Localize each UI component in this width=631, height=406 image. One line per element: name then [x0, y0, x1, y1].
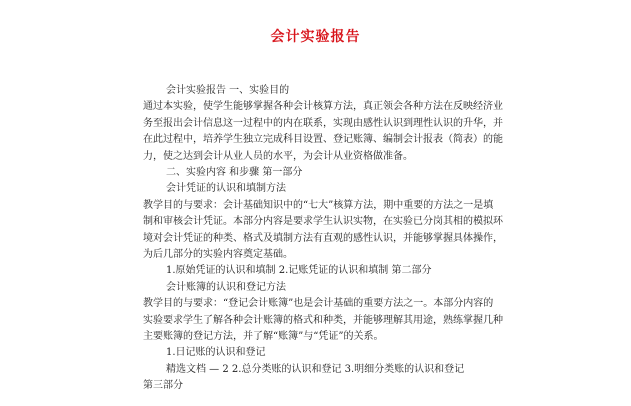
text-line-13: 会计账簿的认识和登记方法 [166, 281, 286, 293]
text-line-7: 会计凭证的认识和填制方法 [166, 183, 286, 195]
document-title: 会计实验报告 [270, 29, 361, 45]
text-line-3: 务至报出会计信息这一过程中的内在联系，实现由感性认识到理性认识的升华，并 [143, 117, 503, 129]
text-line-10: 境对会计凭证的种类、格式及填制方法有直观的感性认识，并能够掌握具体操作， [143, 232, 503, 244]
text-line-16: 主要账簿的登记方法，并了解“账簿”与“凭证”的关系。 [143, 331, 384, 342]
text-line-4: 在此过程中，培养学生独立完成科目设置、登记账簿、编制会计报表（简表）的能 [143, 134, 503, 146]
text-line-15: 实验要求学生了解各种会计账簿的格式和种类，并能够理解其用途，熟练掌握几种 [143, 314, 503, 326]
text-line-5: 力，使之达到会计从业人员的水平，为会计从业资格做准备。 [143, 150, 413, 162]
text-line-11: 为后几部分的实验内容奠定基础。 [143, 249, 293, 260]
text-line-17: 1.日记账的认识和登记 [166, 347, 266, 359]
text-line-2: 通过本实验，使学生能够掌握各种会计核算方法，真正领会各种方法在反映经济业 [143, 101, 503, 113]
text-line-12: 1.原始凭证的认识和填制 2.记账凭证的认识和填制 第二部分 [166, 265, 432, 277]
text-line-6: 二、实验内容 和步骤 第一部分 [166, 167, 303, 178]
text-line-9: 制和审核会计凭证。本部分内容是要求学生认识实物，在实验已分岗其相的模拟环 [143, 216, 503, 228]
text-line-14: 教学目的与要求：“登记会计账簿”也是会计基础的重要方法之一。本部分内容的 [143, 298, 494, 310]
text-line-19: 第三部分 [143, 380, 183, 392]
text-line-18: 精选文档 — 2 2.总分类账的认识和登记 3.明细分类账的认识和登记 [166, 363, 465, 375]
text-line-1: 会计实验报告 一、实验目的 [166, 85, 290, 96]
text-line-8: 教学目的与要求：会计基础知识中的“七大”核算方法，期中重要的方法之一是填 [143, 199, 494, 211]
